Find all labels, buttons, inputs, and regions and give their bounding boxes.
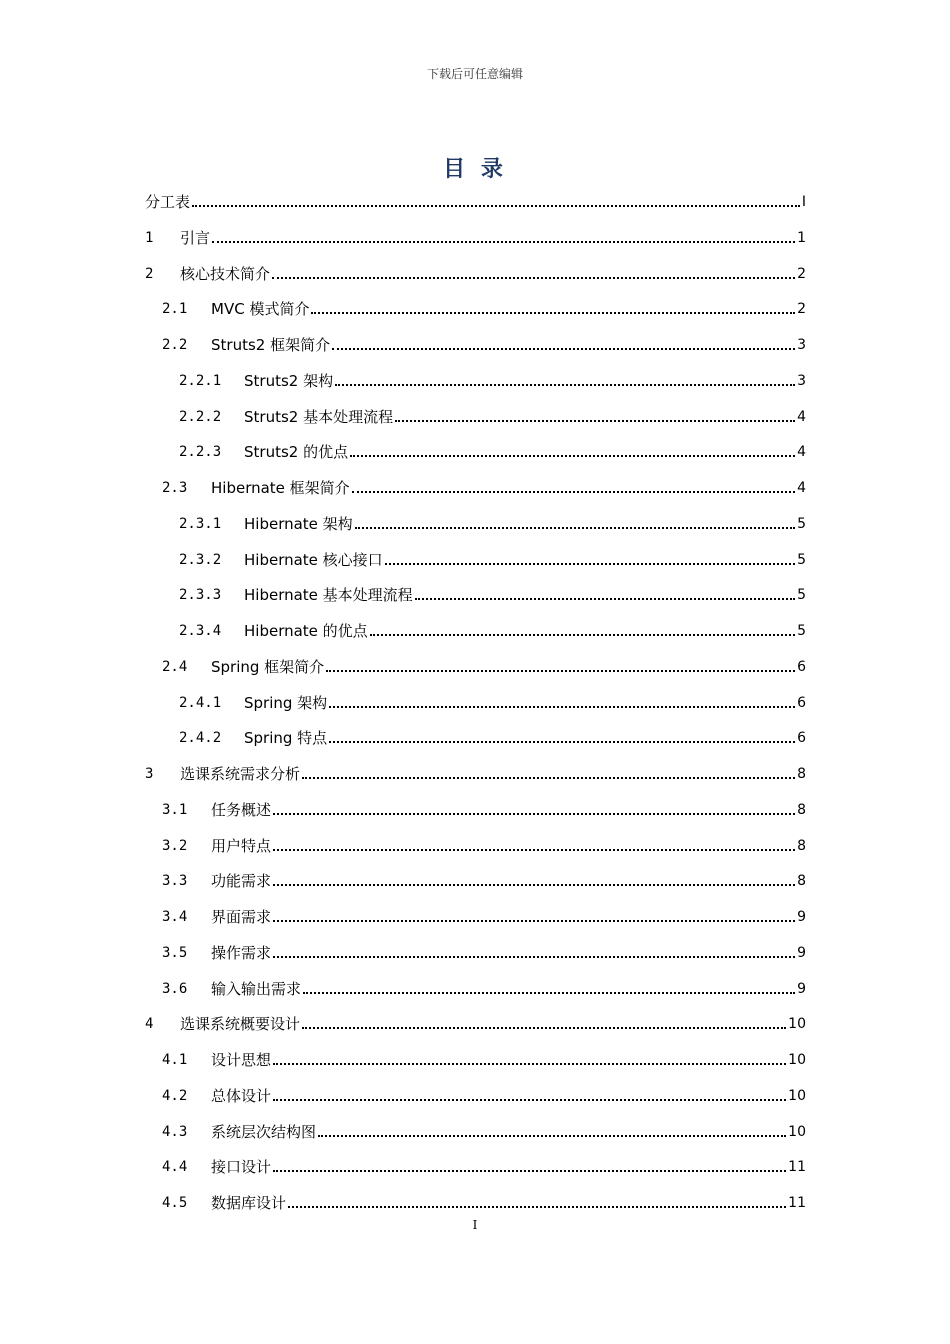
toc-entry-title: 操作需求 — [211, 943, 272, 962]
toc-dot-leader — [273, 1063, 786, 1065]
toc-entry-title: 分工表 — [145, 193, 191, 211]
toc-entry[interactable] — [162, 832, 806, 856]
toc-entry-page: 9 — [797, 980, 806, 997]
toc-entry[interactable] — [179, 403, 806, 427]
page-header: 下载后可任意编辑 — [426, 67, 523, 81]
toc-entry-page: 5 — [797, 587, 806, 604]
toc-dot-leader — [273, 1170, 786, 1172]
toc-entry-page: 1 — [797, 229, 806, 246]
toc-entry-number: 3.3 — [162, 873, 188, 890]
toc-entry-number: 4.1 — [162, 1052, 188, 1068]
toc-entry-page: 8 — [797, 801, 806, 818]
toc-entry[interactable] — [179, 367, 806, 391]
toc-entry[interactable] — [145, 188, 806, 212]
toc-entry-page: 3 — [797, 337, 806, 353]
toc-dot-leader — [303, 992, 795, 994]
toc-entry[interactable] — [162, 295, 806, 319]
toc-entry-title: Hibernate 架构 — [244, 514, 353, 533]
toc-entry-number: 2.1 — [162, 301, 188, 318]
toc-entry-number: 3.5 — [162, 944, 188, 961]
toc-entry-title: Hibernate 基本处理流程 — [244, 586, 413, 605]
toc-dot-leader — [273, 849, 795, 851]
toc-entry[interactable] — [162, 474, 806, 498]
toc-entry[interactable] — [162, 1189, 806, 1213]
toc-entry-number: 2.4.1 — [179, 694, 222, 711]
toc-entry[interactable] — [162, 331, 806, 355]
toc-entry-page: I — [801, 194, 806, 210]
toc-entry-page: 11 — [788, 1159, 806, 1176]
toc-entry[interactable] — [179, 510, 806, 534]
toc-dot-leader — [385, 563, 795, 565]
toc-entry-number: 3.4 — [162, 909, 188, 925]
toc-entry-title: 引言 — [180, 228, 211, 247]
toc-entry-title: Hibernate 核心接口 — [244, 550, 383, 569]
toc-entry-number: 3.1 — [162, 801, 188, 818]
toc-entry-title: 设计思想 — [211, 1051, 272, 1069]
toc-dot-leader — [329, 741, 795, 743]
toc-entry-number: 3.2 — [162, 837, 188, 854]
toc-entry-number: 2.4.2 — [179, 730, 222, 747]
toc-entry-title: 任务概述 — [211, 800, 272, 819]
toc-entry-page: 10 — [788, 1016, 806, 1033]
toc-entry[interactable] — [179, 617, 806, 641]
toc-dot-leader — [329, 706, 795, 708]
toc-entry[interactable] — [179, 724, 806, 748]
toc-entry[interactable] — [145, 1010, 806, 1034]
toc-entry-page: 3 — [797, 372, 806, 389]
toc-dot-leader — [212, 241, 795, 243]
toc-entry-page: 9 — [797, 944, 806, 961]
toc-entry[interactable] — [179, 689, 806, 713]
toc-entry[interactable] — [162, 796, 806, 820]
toc-dot-leader — [318, 1135, 786, 1137]
toc-entry-number: 2.2.3 — [179, 444, 222, 461]
toc-entry-number: 3.6 — [162, 980, 188, 997]
toc-entry-title: 选课系统需求分析 — [180, 765, 301, 783]
toc-entry-title: Struts2 框架简介 — [211, 336, 331, 354]
toc-entry-page: 4 — [797, 408, 806, 425]
toc-dot-leader — [273, 1099, 786, 1101]
toc-entry-title: Hibernate 的优点 — [244, 622, 368, 640]
toc-entry-page: 10 — [788, 1087, 806, 1104]
toc-entry-number: 3 — [145, 766, 154, 782]
toc-entry[interactable] — [162, 867, 806, 891]
toc-dot-leader — [302, 777, 795, 779]
toc-entry-number: 2.2.2 — [179, 408, 222, 425]
toc-entry-number: 4.5 — [162, 1195, 188, 1211]
toc-dot-leader — [332, 348, 795, 350]
toc-entry-page: 5 — [797, 623, 806, 639]
toc-dot-leader — [395, 420, 795, 422]
toc-entry-title: 用户特点 — [211, 836, 272, 855]
toc-entry-title: Spring 框架简介 — [211, 657, 325, 676]
toc-dot-leader — [350, 455, 795, 457]
toc-dot-leader — [311, 312, 795, 314]
toc-entry-title: Spring 架构 — [244, 693, 328, 712]
toc-dot-leader — [288, 1206, 786, 1208]
toc-entry-number: 2.2.1 — [179, 372, 222, 389]
toc-entry[interactable] — [162, 1118, 806, 1142]
toc-entry-title: Struts2 架构 — [244, 371, 334, 390]
toc-entry-title: Struts2 基本处理流程 — [244, 407, 394, 426]
toc-dot-leader — [370, 634, 795, 636]
toc-entry-title: 核心技术简介 — [180, 264, 271, 283]
toc-entry-title: 界面需求 — [211, 908, 272, 926]
toc-entry-page: 4 — [797, 444, 806, 461]
toc-entry-title: 数据库设计 — [211, 1194, 287, 1212]
toc-entry[interactable] — [145, 260, 806, 284]
toc-dot-leader — [302, 1027, 786, 1029]
toc-dot-leader — [355, 527, 795, 529]
toc-entry-title: 系统层次结构图 — [211, 1122, 317, 1141]
toc-entry-page: 5 — [797, 515, 806, 532]
toc-entry-title: Hibernate 框架简介 — [211, 479, 350, 497]
toc-entry-title: Spring 特点 — [244, 729, 328, 748]
toc-entry-number: 2.3.3 — [179, 587, 222, 604]
toc-entry[interactable] — [162, 939, 806, 963]
toc-entry-title: 功能需求 — [211, 872, 272, 891]
toc-entry[interactable] — [145, 224, 806, 248]
toc-entry-page: 2 — [797, 265, 806, 282]
toc-dot-leader — [273, 884, 795, 886]
toc-entry-page: 9 — [797, 909, 806, 925]
page-number: I — [472, 1218, 478, 1232]
toc-entry[interactable] — [145, 760, 806, 784]
toc-dot-leader — [273, 956, 795, 958]
toc-entry-number: 2.4 — [162, 658, 188, 675]
toc-dot-leader — [415, 598, 795, 600]
toc-entry[interactable] — [179, 438, 806, 462]
toc-entry[interactable] — [162, 1082, 806, 1106]
toc-entry-title: 输入输出需求 — [211, 979, 302, 998]
toc-entry-title: 总体设计 — [211, 1086, 272, 1105]
toc-entry-number: 4.3 — [162, 1123, 188, 1140]
toc-title: 目 录 — [443, 157, 507, 182]
toc-dot-leader — [273, 813, 795, 815]
toc-entry-page: 2 — [797, 301, 806, 318]
toc-entry-title: MVC 模式简介 — [211, 300, 310, 319]
toc-entry[interactable] — [162, 1046, 806, 1070]
toc-entry-page: 8 — [797, 837, 806, 854]
toc-entry-page: 10 — [788, 1123, 806, 1140]
toc-entry-title: 选课系统概要设计 — [180, 1015, 301, 1034]
toc-dot-leader — [273, 920, 795, 922]
toc-dot-leader — [335, 384, 795, 386]
toc-entry[interactable] — [162, 653, 806, 677]
toc-entry[interactable] — [162, 975, 806, 999]
toc-entry-page: 4 — [797, 480, 806, 496]
toc-entry[interactable] — [162, 903, 806, 927]
toc-entry-number: 1 — [145, 229, 154, 246]
toc-entry-page: 5 — [797, 551, 806, 568]
toc-entry-page: 10 — [788, 1052, 806, 1068]
toc-entry-page: 8 — [797, 766, 806, 782]
toc-entry-page: 8 — [797, 873, 806, 890]
toc-entry-number: 4.4 — [162, 1159, 188, 1176]
toc-entry-number: 2.3.2 — [179, 551, 222, 568]
toc-entry[interactable] — [162, 1153, 806, 1177]
toc-entry-page: 6 — [797, 658, 806, 675]
toc-entry-page: 11 — [788, 1195, 806, 1211]
toc-entry[interactable] — [179, 581, 806, 605]
toc-entry-title: Struts2 的优点 — [244, 443, 349, 462]
toc-entry-number: 2.3.1 — [179, 515, 222, 532]
toc-dot-leader — [326, 670, 795, 672]
toc-entry-page: 6 — [797, 730, 806, 747]
toc-entry-number: 2.3.4 — [179, 623, 222, 639]
toc-entry-page: 6 — [797, 694, 806, 711]
toc-entry-title: 接口设计 — [211, 1158, 272, 1177]
toc-entry-number: 2.3 — [162, 480, 188, 496]
toc-entry-number: 4.2 — [162, 1087, 188, 1104]
toc-dot-leader — [192, 205, 800, 207]
toc-entry-number: 2.2 — [162, 337, 188, 353]
toc-entry-number: 2 — [145, 265, 154, 282]
toc-entry-number: 4 — [145, 1016, 154, 1033]
toc-entry[interactable] — [179, 546, 806, 570]
toc-dot-leader — [352, 491, 795, 493]
toc-dot-leader — [272, 277, 795, 279]
